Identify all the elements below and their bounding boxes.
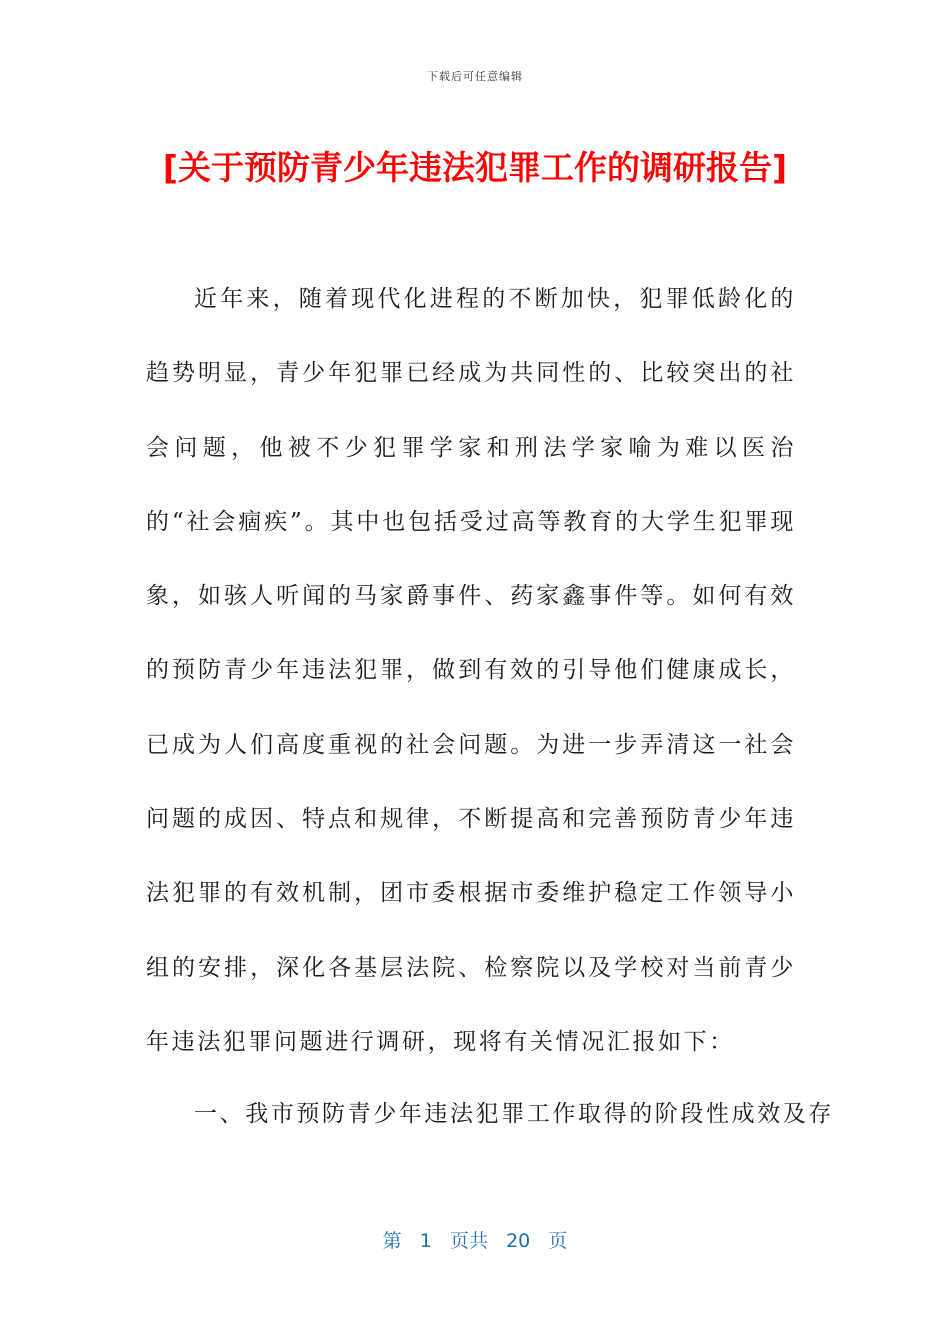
page-suffix: 页 <box>548 1230 568 1252</box>
page-prefix: 第 <box>382 1230 402 1252</box>
section-heading: 一、我市预防青少年违法犯罪工作取得的阶段性成效及存 <box>194 1101 834 1127</box>
page-mid: 页共 <box>449 1230 488 1252</box>
page-footer <box>0 1226 950 1253</box>
document-title: [关于预防青少年违法犯罪工作的调研报告] <box>162 148 788 187</box>
total-pages-number: 20 <box>506 1230 531 1252</box>
current-page-number: 1 <box>419 1230 432 1252</box>
body-paragraph: 近年来，随着现代化进程的不断加快，犯罪低龄化的趋势明显，青少年犯罪已经成为共同性的、比较突出的社会问题，他被不少犯罪学家和刑法学家喻为难以医治的“社会痼疾”。其中也包括受过高等教育的大学生犯罪现象，如骇人听闻的马家爵事件、药家鑫事件等。如何有效的预防青少年违法犯罪，做到有效的引导他们健康成长，已成为人们高度重视的社会问题。为进一步弄清这一社会问题的成因、特点和规律，不断提高和完善预防青少年违法犯罪的有效机制，团市委根据市委维护稳定工作领导小组的安排，深化各基层法院、检察院以及学校对当前青少年违法犯罪问题进行调研，现将有关情况汇报如下： <box>146 286 796 1055</box>
header-note: 下载后可任意编辑 <box>427 70 523 83</box>
